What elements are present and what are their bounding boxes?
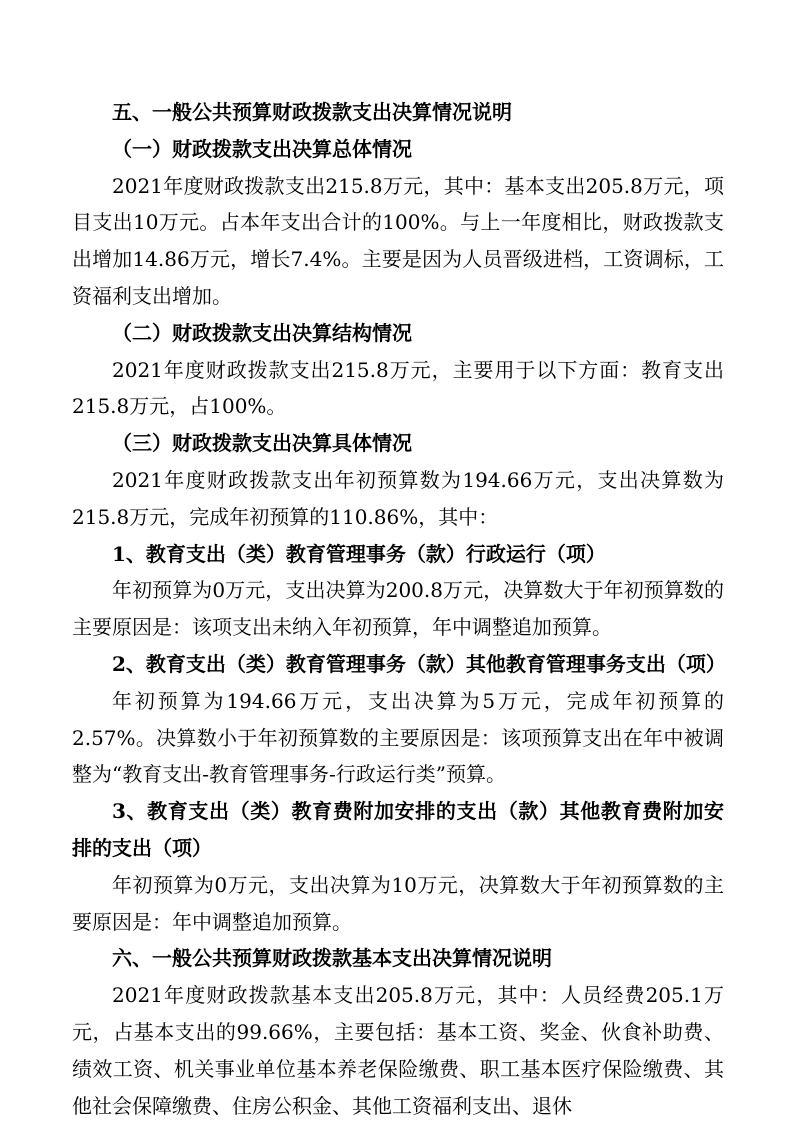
subheading-details: （三）财政拨款支出决算具体情况 xyxy=(112,431,412,456)
document-body xyxy=(72,94,724,1124)
paragraph-overall: 2021年度财政拨款支出215.8万元，其中：基本支出205.8万元，项目支出10万元。占本年支出合计的100%。与上一年度相比，财政拨款支出增加14.86万元，增长7.4%。主要是因为人员晋级进档，工资调标，工资福利支出增加。 xyxy=(72,173,724,308)
subheading-overall: （一）财政拨款支出决算总体情况 xyxy=(112,136,412,161)
paragraph-details: 2021年度财政拨款支出年初预算数为194.66万元，支出决算数为215.8万元，完成年初预算的110.86%，其中： xyxy=(72,467,724,529)
item-heading-1: 1、教育支出（类）教育管理事务（款）行政运行（项） xyxy=(112,541,606,566)
subheading-structure: （二）财政拨款支出决算结构情况 xyxy=(112,320,412,345)
item-paragraph-3: 年初预算为0万元，支出决算为10万元，决算数大于年初预算数的主要原因是：年中调整追加预算。 xyxy=(72,872,724,934)
section-heading-5: 五、一般公共预算财政拨款支出决算情况说明 xyxy=(112,100,512,124)
item-paragraph-2: 年初预算为194.66万元，支出决算为5万元，完成年初预算的2.57%。决算数小于年初预算数的主要原因是：该项预算支出在年中被调整为“教育支出-教育管理事务-行政运行类”预算。 xyxy=(72,688,724,787)
section-heading-6: 六、一般公共预算财政拨款基本支出决算情况说明 xyxy=(112,946,552,971)
item-heading-3: 3、教育支出（类）教育费附加安排的支出（款）其他教育费附加安排的支出（项） xyxy=(72,799,724,860)
paragraph-basic-expenditure: 2021年度财政拨款基本支出205.8万元，其中：人员经费205.1万元，占基本支出的99.66%，主要包括：基本工资、奖金、伙食补助费、绩效工资、机关事业单位基本养老保险缴费、职工基本医疗保险缴费、其他社会保障缴费、住房公积金、其他工资福利支出、退休 xyxy=(72,983,724,1118)
paragraph-structure: 2021年度财政拨款支出215.8万元，主要用于以下方面：教育支出215.8万元，占100%。 xyxy=(72,357,724,419)
item-heading-2: 2、教育支出（类）教育管理事务（款）其他教育管理事务支出（项） xyxy=(112,651,726,676)
item-paragraph-1: 年初预算为0万元，支出决算为200.8万元，决算数大于年初预算数的主要原因是：该项支出未纳入年初预算，年中调整追加预算。 xyxy=(72,578,724,640)
